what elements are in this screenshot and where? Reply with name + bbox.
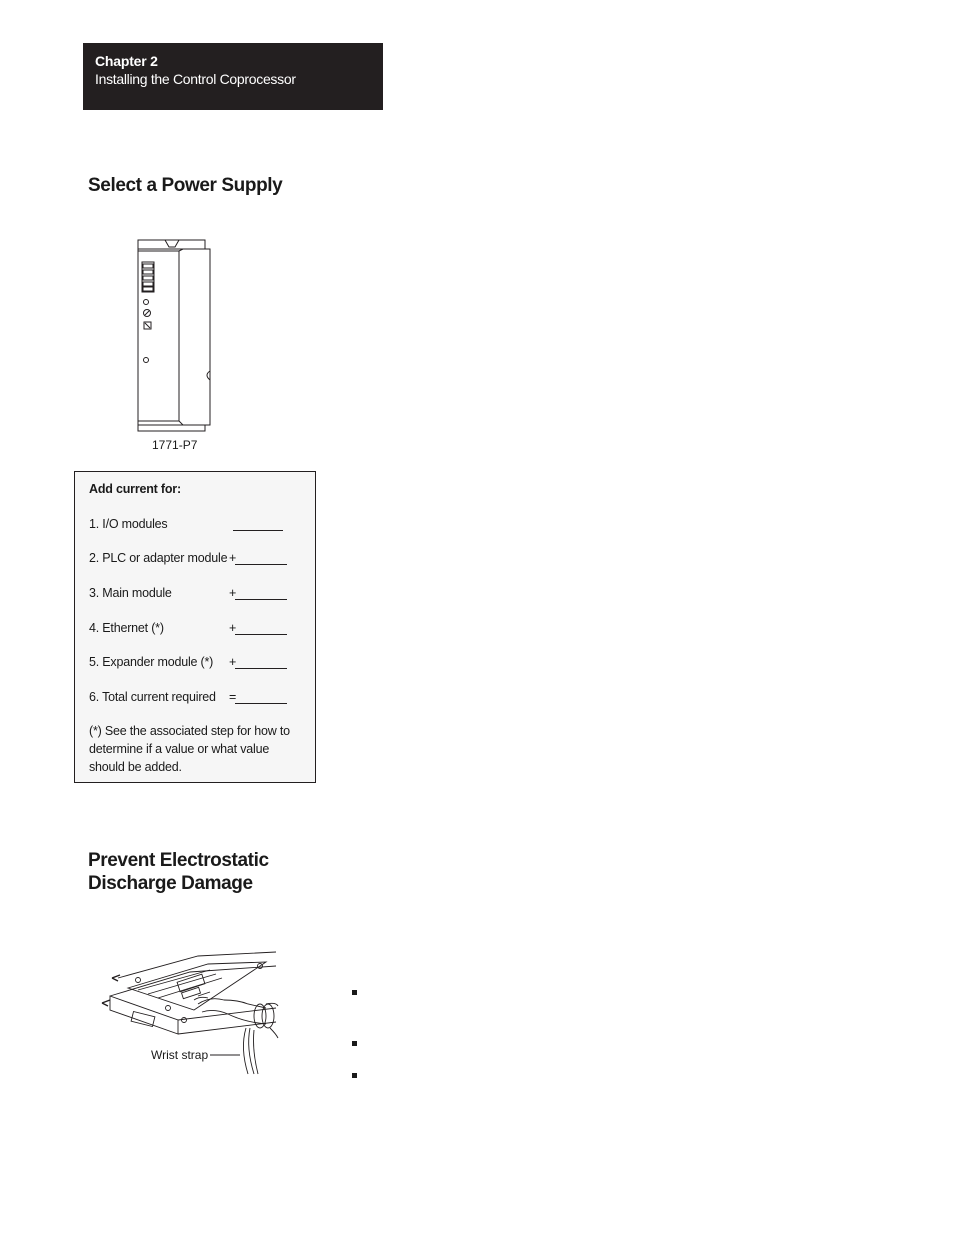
- chapter-title: Installing the Control Coprocessor: [95, 71, 296, 87]
- worksheet-blank-line: [235, 668, 287, 669]
- worksheet-row-operator: =: [229, 690, 237, 704]
- power-supply-caption: 1771-P7: [152, 438, 198, 452]
- worksheet-row: [89, 551, 299, 569]
- worksheet-row: [89, 621, 299, 639]
- section-title-esd-line1: Prevent Electrostatic: [88, 850, 269, 871]
- worksheet-row-operator: +: [229, 621, 237, 635]
- worksheet-row-operator: +: [229, 551, 237, 565]
- worksheet-row-label: 2. PLC or adapter module: [89, 551, 228, 565]
- section-title-esd-line2: Discharge Damage: [88, 873, 253, 894]
- worksheet-blank-line: [235, 703, 287, 704]
- worksheet-row-label: 5. Expander module (*): [89, 655, 214, 669]
- worksheet-row-operator: +: [229, 655, 237, 669]
- worksheet-blank-line: [235, 564, 287, 565]
- bullet-marker: [352, 990, 357, 995]
- worksheet-row-label: 1. I/O modules: [89, 517, 168, 531]
- worksheet-row: [89, 586, 299, 604]
- worksheet-row-label: 3. Main module: [89, 586, 172, 600]
- section-title-power-supply: Select a Power Supply: [88, 175, 283, 196]
- worksheet-row-label: 4. Ethernet (*): [89, 621, 164, 635]
- worksheet-row: [89, 517, 299, 535]
- power-supply-illustration: [133, 235, 215, 435]
- current-worksheet: [74, 471, 316, 783]
- bullet-marker: [352, 1073, 357, 1078]
- worksheet-heading: Add current for:: [89, 482, 181, 496]
- chapter-label: Chapter 2: [95, 53, 158, 69]
- worksheet-row-label: 6. Total current required: [89, 690, 216, 704]
- worksheet-note: (*) See the associated step for how to determine if a value or what value should be added.: [89, 724, 290, 774]
- worksheet-blank-line: [235, 599, 287, 600]
- chapter-header: [83, 43, 383, 110]
- worksheet-blank-line: [233, 530, 283, 531]
- wrist-strap-caption: Wrist strap: [151, 1048, 209, 1062]
- worksheet-row: [89, 690, 299, 708]
- worksheet-blank-line: [235, 634, 287, 635]
- worksheet-row-operator: +: [229, 586, 237, 600]
- bullet-marker: [352, 1041, 357, 1046]
- worksheet-row: [89, 655, 299, 673]
